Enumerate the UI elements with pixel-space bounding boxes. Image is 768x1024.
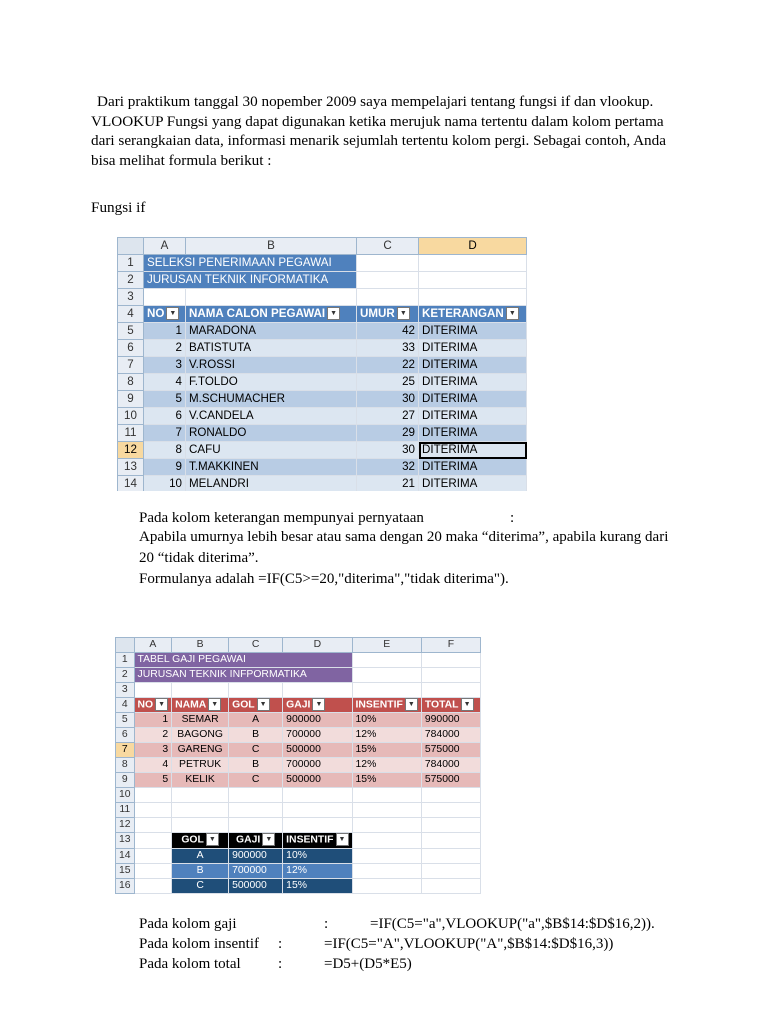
cell-nama[interactable]: V.ROSSI [186,357,357,374]
header-nama[interactable]: NAMA CALON PEGAWAI ▼ [186,306,357,323]
column-header-b[interactable]: B [172,638,229,653]
header-nama[interactable]: NAMA ▼ [172,698,229,713]
column-header-d[interactable]: D [283,638,352,653]
lookup-header-gaji[interactable]: GAJI ▼ [229,833,283,848]
formula-list [139,914,655,974]
cell[interactable] [186,289,357,306]
row-number[interactable]: 5 [116,713,135,728]
cell-total[interactable]: 990000 [421,713,480,728]
cell-nama[interactable]: T.MAKKINEN [186,459,357,476]
header-no[interactable]: NO ▼ [134,698,172,713]
cell-keterangan[interactable]: DITERIMA [419,476,527,492]
cell-nama[interactable]: RONALDO [186,425,357,442]
cell-insentif[interactable]: 15% [352,743,421,758]
cell-nama[interactable]: CAFU [186,442,357,459]
select-all-corner[interactable] [116,638,135,653]
cell-insentif[interactable]: 12% [352,758,421,773]
cell-gaji[interactable]: 500000 [283,743,352,758]
cell[interactable] [283,818,352,833]
cell-no[interactable]: 8 [144,442,186,459]
row-number[interactable]: 7 [118,357,144,374]
row-number[interactable]: 3 [118,289,144,306]
heading-fungsi-if: Fungsi if [91,199,146,216]
row-number[interactable]: 9 [118,391,144,408]
filter-dropdown-icon[interactable]: ▼ [327,307,340,320]
cell[interactable] [172,683,229,698]
cell-nama[interactable]: MARADONA [186,323,357,340]
cell[interactable] [134,818,172,833]
cell[interactable] [352,803,421,818]
cell[interactable] [134,788,172,803]
cell[interactable] [134,878,172,893]
row-number[interactable]: 9 [116,773,135,788]
row-number[interactable]: 2 [118,272,144,289]
formula-row-insentif: Pada kolom insentif : =IF(C5="A",VLOOKUP("A",$B$14:$D$16,3)) [139,936,614,952]
cell[interactable] [229,818,283,833]
cell-nama[interactable]: BAGONG [172,728,229,743]
lookup-cell-insentif[interactable]: 12% [283,863,352,878]
filter-dropdown-icon[interactable]: ▼ [155,698,168,711]
cell-insentif[interactable]: 15% [352,773,421,788]
row-number[interactable]: 6 [116,728,135,743]
cell[interactable] [283,788,352,803]
explanation-line-1: Pada kolom keterangan mempunyai pernyataan : [139,510,515,526]
formula-row-gaji: Pada kolom gaji : =IF(C5="a",VLOOKUP("a",$B$14:$D$16,2)). [139,916,655,932]
lookup-cell-gaji[interactable]: 700000 [229,863,283,878]
cell[interactable] [421,668,480,683]
cell-umur[interactable]: 42 [357,323,419,340]
cell-gaji[interactable]: 900000 [283,713,352,728]
filter-dropdown-icon[interactable]: ▼ [461,698,474,711]
cell[interactable] [352,818,421,833]
cell-no[interactable]: 10 [144,476,186,492]
column-header-c[interactable]: C [229,638,283,653]
row-number[interactable]: 2 [116,668,135,683]
cell-umur[interactable]: 22 [357,357,419,374]
filter-dropdown-icon[interactable]: ▼ [208,698,221,711]
cell-gol[interactable]: A [229,713,283,728]
header-no[interactable]: NO ▼ [144,306,186,323]
header-total[interactable]: TOTAL ▼ [421,698,480,713]
row-number[interactable]: 8 [118,374,144,391]
cell[interactable] [421,863,480,878]
cell[interactable] [352,668,421,683]
column-header-e[interactable]: E [352,638,421,653]
filter-dropdown-icon[interactable]: ▼ [262,833,275,846]
cell-gaji[interactable]: 700000 [283,728,352,743]
cell-gol[interactable]: C [229,773,283,788]
cell-nama[interactable]: BATISTUTA [186,340,357,357]
row-number[interactable]: 12 [116,818,135,833]
filter-dropdown-icon[interactable]: ▼ [206,833,219,846]
cell[interactable] [421,683,480,698]
cell[interactable] [134,683,172,698]
cell[interactable] [172,818,229,833]
lookup-header-insentif[interactable]: INSENTIF ▼ [283,833,352,848]
lookup-cell-insentif[interactable]: 15% [283,878,352,893]
cell[interactable] [357,272,419,289]
cell[interactable] [421,788,480,803]
active-cell-keterangan[interactable]: DITERIMA [419,442,527,459]
cell[interactable] [421,878,480,893]
cell-no[interactable]: 2 [144,340,186,357]
cell-no[interactable]: 3 [134,743,172,758]
sheet-title-2[interactable]: JURUSAN TEKNIK INFORMATIKA [144,272,357,289]
header-umur[interactable]: UMUR ▼ [357,306,419,323]
cell-keterangan[interactable]: DITERIMA [419,408,527,425]
cell[interactable] [134,848,172,863]
cell-no[interactable]: 4 [134,758,172,773]
filter-dropdown-icon[interactable]: ▼ [397,307,410,320]
cell-no[interactable]: 7 [144,425,186,442]
cell[interactable] [421,833,480,848]
row-number[interactable]: 16 [116,878,135,893]
cell-umur[interactable]: 27 [357,408,419,425]
row-number[interactable]: 4 [118,306,144,323]
filter-dropdown-icon[interactable]: ▼ [257,698,270,711]
cell[interactable] [419,272,527,289]
lookup-cell-gaji[interactable]: 500000 [229,878,283,893]
row-number-selected[interactable]: 7 [116,743,135,758]
sheet-title-1[interactable]: SELEKSI PENERIMAAN PEGAWAI [144,255,357,272]
cell-nama[interactable]: SEMAR [172,713,229,728]
cell[interactable] [172,803,229,818]
explanation-line-3: Formulanya adalah =IF(C5>=20,"diterima","tidak diterima"). [139,571,509,587]
spreadsheet-seleksi-pegawai [117,237,533,491]
filter-dropdown-icon[interactable]: ▼ [336,833,349,846]
cell[interactable] [352,788,421,803]
row-number[interactable]: 1 [118,255,144,272]
cell[interactable] [134,803,172,818]
row-number[interactable]: 1 [116,653,135,668]
column-header-b[interactable]: B [186,238,357,255]
cell-umur[interactable]: 29 [357,425,419,442]
header-keterangan[interactable]: KETERANGAN ▼ [419,306,527,323]
cell-no[interactable]: 4 [144,374,186,391]
sheet-title-1[interactable]: TABEL GAJI PEGAWAI [134,653,352,668]
row-number[interactable]: 5 [118,323,144,340]
row-number[interactable]: 14 [118,476,144,492]
cell-nama[interactable]: MELANDRI [186,476,357,492]
cell[interactable] [352,863,421,878]
sheet-title-2[interactable]: JURUSAN TEKNIK INFPORMATIKA [134,668,352,683]
cell-keterangan[interactable]: DITERIMA [419,459,527,476]
cell-umur[interactable]: 33 [357,340,419,357]
filter-dropdown-icon[interactable]: ▼ [506,307,519,320]
cell-total[interactable]: 784000 [421,758,480,773]
cell[interactable] [421,848,480,863]
row-number[interactable]: 13 [116,833,135,848]
row-number[interactable]: 11 [116,803,135,818]
formula-row-total: Pada kolom total : =D5+(D5*E5) [139,956,412,972]
cell-nama[interactable]: KELIK [172,773,229,788]
cell-nama[interactable]: PETRUK [172,758,229,773]
filter-dropdown-icon[interactable]: ▼ [405,698,418,711]
intro-paragraph [91,92,691,170]
cell-total[interactable]: 575000 [421,773,480,788]
cell[interactable] [134,833,172,848]
cell-keterangan[interactable]: DITERIMA [419,391,527,408]
header-gol[interactable]: GOL ▼ [229,698,283,713]
cell-insentif[interactable]: 10% [352,713,421,728]
cell-no[interactable]: 3 [144,357,186,374]
cell-keterangan[interactable]: DITERIMA [419,425,527,442]
intro-text: Dari praktikum tanggal 30 nopember 2009 saya mempelajari tentang fungsi if dan vlookup. VLOOKUP Fungsi yang dapat digunakan ketika merujuk nama tertentu dalam kolom pertama dari serangkaian data, informasi menarik sejumlah tertentu kolom pergi. Sebagai contoh, Anda bisa melihat formula berikut : [91,93,666,169]
cell[interactable] [357,255,419,272]
cell-no[interactable]: 1 [134,713,172,728]
cell[interactable] [144,289,186,306]
cell-insentif[interactable]: 12% [352,728,421,743]
column-header-f[interactable]: F [421,638,480,653]
cell[interactable] [352,878,421,893]
cell[interactable] [357,289,419,306]
lookup-header-gol[interactable]: GOL ▼ [172,833,229,848]
cell[interactable] [352,683,421,698]
cell[interactable] [419,255,527,272]
header-insentif[interactable]: INSENTIF ▼ [352,698,421,713]
cell-no[interactable]: 1 [144,323,186,340]
lookup-cell-gol[interactable]: C [172,878,229,893]
lookup-cell-insentif[interactable]: 10% [283,848,352,863]
cell[interactable] [419,289,527,306]
row-number[interactable]: 15 [116,863,135,878]
cell[interactable] [421,653,480,668]
cell[interactable] [352,653,421,668]
row-number[interactable]: 13 [118,459,144,476]
cell-gaji[interactable]: 700000 [283,758,352,773]
cell-nama[interactable]: GARENG [172,743,229,758]
column-header-c[interactable]: C [357,238,419,255]
cell-umur[interactable]: 21 [357,476,419,492]
lookup-cell-gaji[interactable]: 900000 [229,848,283,863]
cell-nama[interactable]: M.SCHUMACHER [186,391,357,408]
cell[interactable] [352,848,421,863]
cell-umur[interactable]: 30 [357,442,419,459]
cell-keterangan[interactable]: DITERIMA [419,340,527,357]
row-number[interactable]: 10 [118,408,144,425]
cell[interactable] [229,803,283,818]
cell-keterangan[interactable]: DITERIMA [419,323,527,340]
cell-umur[interactable]: 32 [357,459,419,476]
column-header-a[interactable]: A [134,638,172,653]
cell-umur[interactable]: 25 [357,374,419,391]
column-header-a[interactable]: A [144,238,186,255]
cell-nama[interactable]: V.CANDELA [186,408,357,425]
cell-gol[interactable]: C [229,743,283,758]
row-number[interactable]: 11 [118,425,144,442]
header-gaji[interactable]: GAJI ▼ [283,698,352,713]
cell-no[interactable]: 5 [134,773,172,788]
row-number[interactable]: 14 [116,848,135,863]
filter-dropdown-icon[interactable]: ▼ [312,698,325,711]
row-number[interactable]: 8 [116,758,135,773]
cell[interactable] [283,683,352,698]
lookup-cell-gol[interactable]: B [172,863,229,878]
cell-gol[interactable]: B [229,728,283,743]
cell-gaji[interactable]: 500000 [283,773,352,788]
cell-keterangan[interactable]: DITERIMA [419,374,527,391]
cell-no[interactable]: 6 [144,408,186,425]
cell[interactable] [283,803,352,818]
column-header-d[interactable]: D [419,238,527,255]
cell[interactable] [134,863,172,878]
cell-gol[interactable]: B [229,758,283,773]
cell-umur[interactable]: 30 [357,391,419,408]
cell[interactable] [421,818,480,833]
cell[interactable] [421,803,480,818]
lookup-cell-gol[interactable]: A [172,848,229,863]
row-number[interactable]: 6 [118,340,144,357]
select-all-corner[interactable] [118,238,144,255]
cell[interactable] [229,788,283,803]
cell[interactable] [352,833,421,848]
spreadsheet-gaji-pegawai [115,637,481,900]
filter-dropdown-icon[interactable]: ▼ [166,307,179,320]
cell-nama[interactable]: F.TOLDO [186,374,357,391]
cell[interactable] [172,788,229,803]
explanation-colon: : [510,510,515,526]
cell-total[interactable]: 784000 [421,728,480,743]
cell[interactable] [229,683,283,698]
row-number-selected[interactable]: 12 [118,442,144,459]
cell-keterangan[interactable]: DITERIMA [419,357,527,374]
cell-no[interactable]: 5 [144,391,186,408]
cell-total[interactable]: 575000 [421,743,480,758]
row-number[interactable]: 4 [116,698,135,713]
cell-no[interactable]: 2 [134,728,172,743]
row-number[interactable]: 10 [116,788,135,803]
cell-no[interactable]: 9 [144,459,186,476]
row-number[interactable]: 3 [116,683,135,698]
explanation-line-2: Apabila umurnya lebih besar atau sama dengan 20 maka “diterima”, apabila kurang dari 20 “tidak diterima”. [139,529,669,566]
